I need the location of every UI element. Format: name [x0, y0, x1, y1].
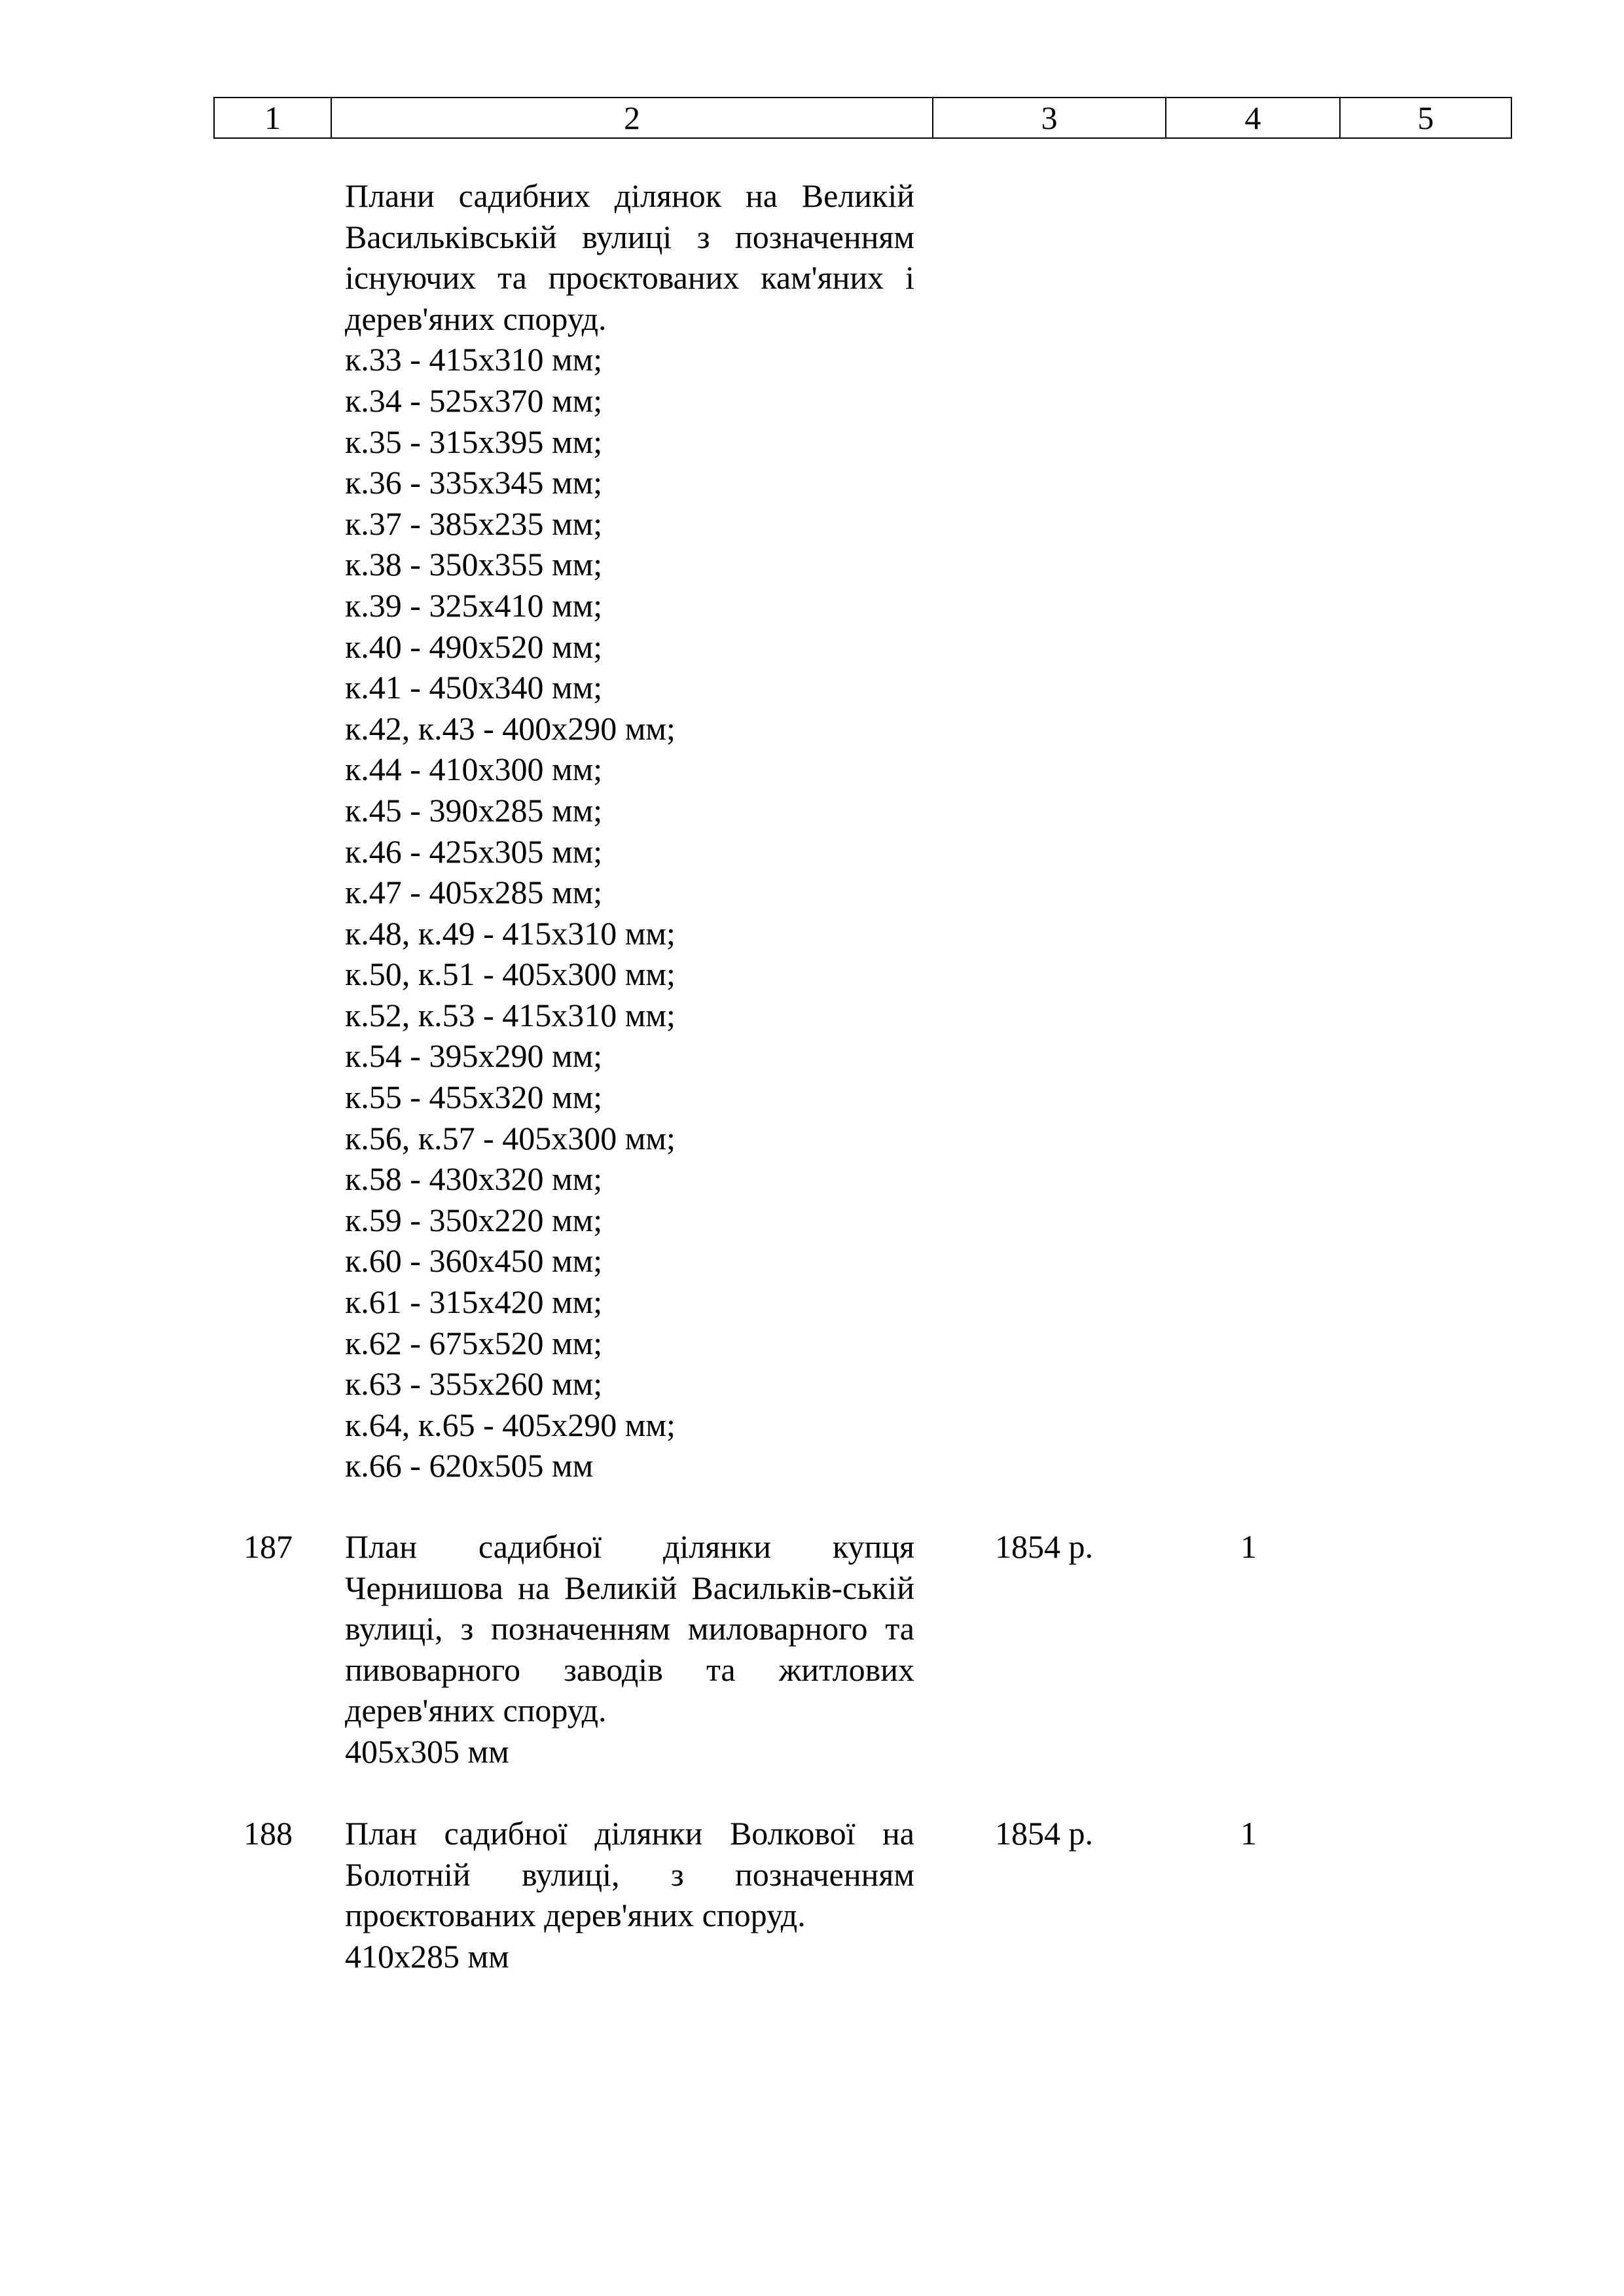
- entry-date: 1854 р.: [995, 1815, 1093, 1852]
- sheet-size-item: к.44 - 410х300 мм;: [345, 751, 603, 788]
- sheet-size-item: к.42, к.43 - 400х290 мм;: [345, 709, 676, 747]
- sheet-size-item: к.38 - 350х355 мм;: [345, 546, 603, 583]
- entry-description-block: [345, 1526, 914, 1772]
- sheet-size-item: к.60 - 360х450 мм;: [345, 1242, 603, 1280]
- entry-description: План садибної ділянки купця Чернишова на Великій Васильків-ській вулиці, з позначенням миловарного та пивоварного заводів та житлових дерев'яних споруд.: [345, 1528, 914, 1729]
- column-header-row: [214, 98, 1511, 138]
- entry-number: 188: [244, 1815, 293, 1852]
- sheet-size-list: [345, 339, 914, 1486]
- column-header-cell: 2: [331, 98, 933, 138]
- continued-entry-description: Плани садибних ділянок на Великій Васильківській вулиці з позначенням існуючих та проєктованих кам'яних і дерев'яних споруд.: [345, 177, 914, 337]
- sheet-size-item: к.55 - 455х320 мм;: [345, 1079, 603, 1116]
- entry-description: План садибної ділянки Волкової на Болотній вулиці, з позначенням проєктованих дерев'яних споруд.: [345, 1815, 914, 1934]
- column-header-cell: 3: [933, 98, 1166, 138]
- sheet-size-item: к.40 - 490х520 мм;: [345, 628, 603, 665]
- sheet-size-item: к.36 - 335х345 мм;: [345, 464, 603, 501]
- sheet-size-item: к.37 - 385х235 мм;: [345, 505, 603, 542]
- sheet-size-item: к.54 - 395х290 мм;: [345, 1037, 603, 1075]
- entry-description-block: [345, 1813, 914, 1977]
- sheet-size-item: к.59 - 350х220 мм;: [345, 1201, 603, 1238]
- sheet-size-item: к.48, к.49 - 415х310 мм;: [345, 914, 676, 952]
- sheet-size-item: к.47 - 405х285 мм;: [345, 874, 603, 911]
- entry-size: 405х305 мм: [345, 1732, 509, 1770]
- sheet-size-item: к.46 - 425х305 мм;: [345, 833, 603, 870]
- sheet-size-item: к.62 - 675х520 мм;: [345, 1324, 603, 1361]
- sheet-size-item: к.52, к.53 - 415х310 мм;: [345, 996, 676, 1033]
- sheet-size-item: к.39 - 325х410 мм;: [345, 586, 603, 624]
- sheet-size-item: к.58 - 430х320 мм;: [345, 1160, 603, 1198]
- sheet-size-item: к.61 - 315х420 мм;: [345, 1283, 603, 1321]
- sheet-size-item: к.45 - 390х285 мм;: [345, 791, 603, 829]
- continued-entry: [345, 175, 914, 1486]
- sheet-size-item: к.66 - 620х505 мм: [345, 1447, 594, 1484]
- sheet-size-item: к.56, к.57 - 405х300 мм;: [345, 1119, 676, 1157]
- entry-count: 1: [1240, 1815, 1257, 1852]
- sheet-size-item: к.35 - 315х395 мм;: [345, 423, 603, 460]
- entry-number: 187: [244, 1528, 293, 1565]
- sheet-size-item: к.33 - 415х310 мм;: [345, 341, 603, 378]
- sheet-size-item: к.63 - 355х260 мм;: [345, 1365, 603, 1403]
- sheet-size-item: к.50, к.51 - 405х300 мм;: [345, 956, 676, 993]
- column-header-cell: 1: [214, 98, 331, 138]
- column-header-cell: 4: [1166, 98, 1340, 138]
- entry-date: 1854 р.: [995, 1528, 1093, 1565]
- sheet-size-item: к.34 - 525х370 мм;: [345, 382, 603, 419]
- sheet-size-item: к.64, к.65 - 405х290 мм;: [345, 1406, 676, 1443]
- entry-count: 1: [1240, 1528, 1257, 1565]
- column-header-table: [213, 97, 1512, 139]
- entry-size: 410х285 мм: [345, 1937, 509, 1975]
- column-header-cell: 5: [1340, 98, 1511, 138]
- sheet-size-item: к.41 - 450х340 мм;: [345, 669, 603, 706]
